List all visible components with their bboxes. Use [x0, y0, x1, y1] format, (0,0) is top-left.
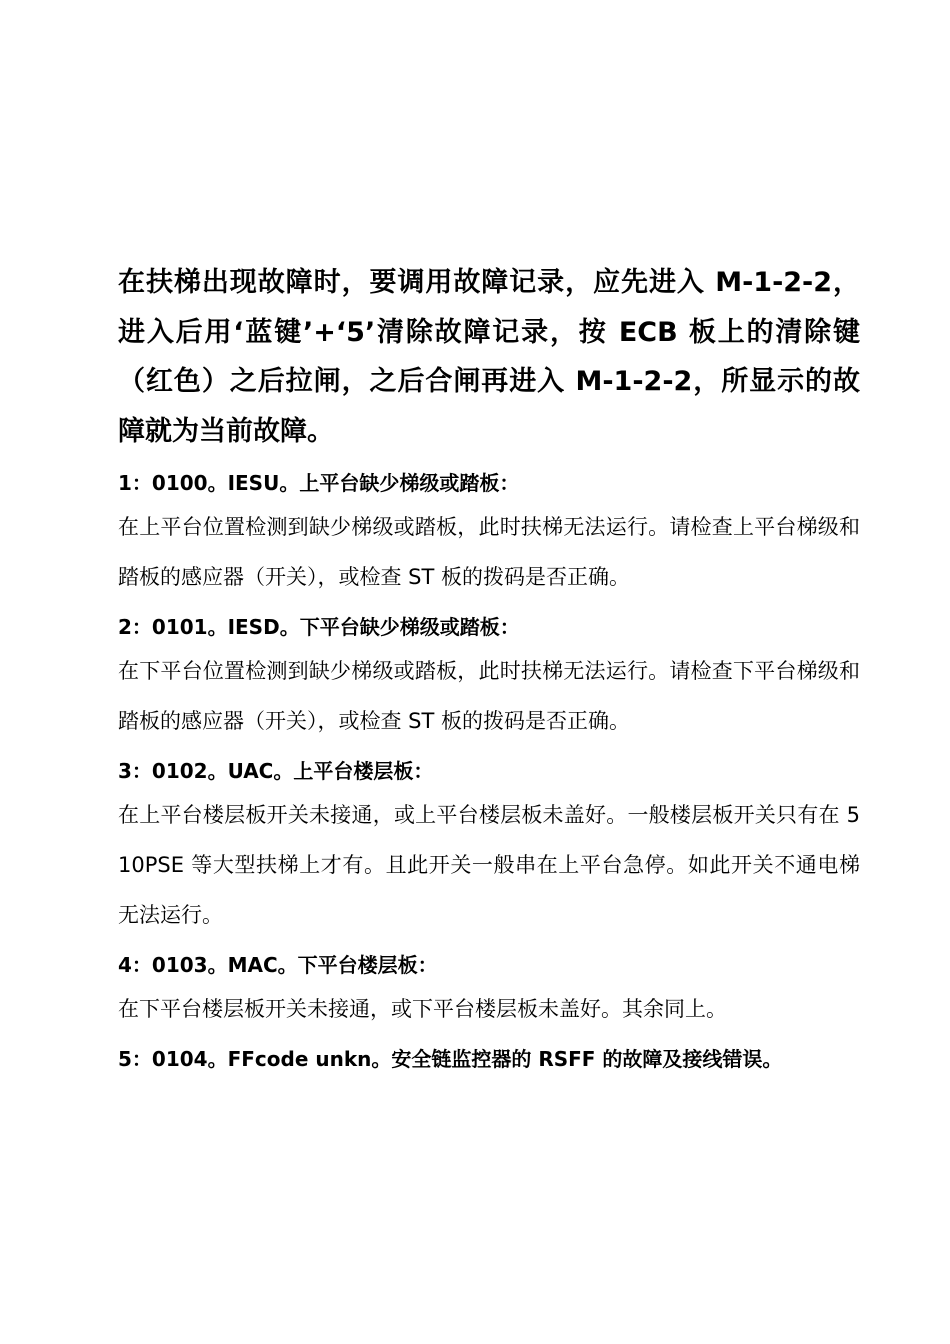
fault-4-title: 4：0103。MAC。下平台楼层板：: [118, 953, 438, 977]
fault-5-title: 5：0104。FFcode unkn。安全链监控器的 RSFF 的故障及接线错误。: [118, 1047, 783, 1071]
fault-4-description: 在下平台楼层板开关未接通，或下平台楼层板未盖好。其余同上。: [118, 997, 727, 1021]
fault-3-title: 3：0102。UAC。上平台楼层板：: [118, 759, 434, 783]
fault-1-description: 在上平台位置检测到缺少梯级或踏板，此时扶梯无法运行。请检查上平台梯级和踏板的感应器（开关），或检查 ST 板的拨码是否正确。: [118, 515, 860, 589]
fault-1-title: 1：0100。IESU。上平台缺少梯级或踏板：: [118, 471, 520, 495]
fault-2-title: 2：0101。IESD。下平台缺少梯级或踏板：: [118, 615, 520, 639]
fault-3-description: 在上平台楼层板开关未接通，或上平台楼层板未盖好。一般楼层板开关只有在 510PSE 等大型扶梯上才有。且此开关一般串在上平台急停。如此开关不通电梯无法运行。: [118, 803, 860, 927]
document-body: [118, 258, 860, 1088]
intro-paragraph: 在扶梯出现故障时，要调用故障记录，应先进入 M-1-2-2，进入后用‘蓝键’+‘5’清除故障记录，按 ECB 板上的清除键（红色）之后拉闸，之后合闸再进入 M-1-2-2，所显示的故障就为当前故障。: [118, 267, 860, 447]
fault-2-description: 在下平台位置检测到缺少梯级或踏板，此时扶梯无法运行。请检查下平台梯级和踏板的感应器（开关），或检查 ST 板的拨码是否正确。: [118, 659, 860, 733]
